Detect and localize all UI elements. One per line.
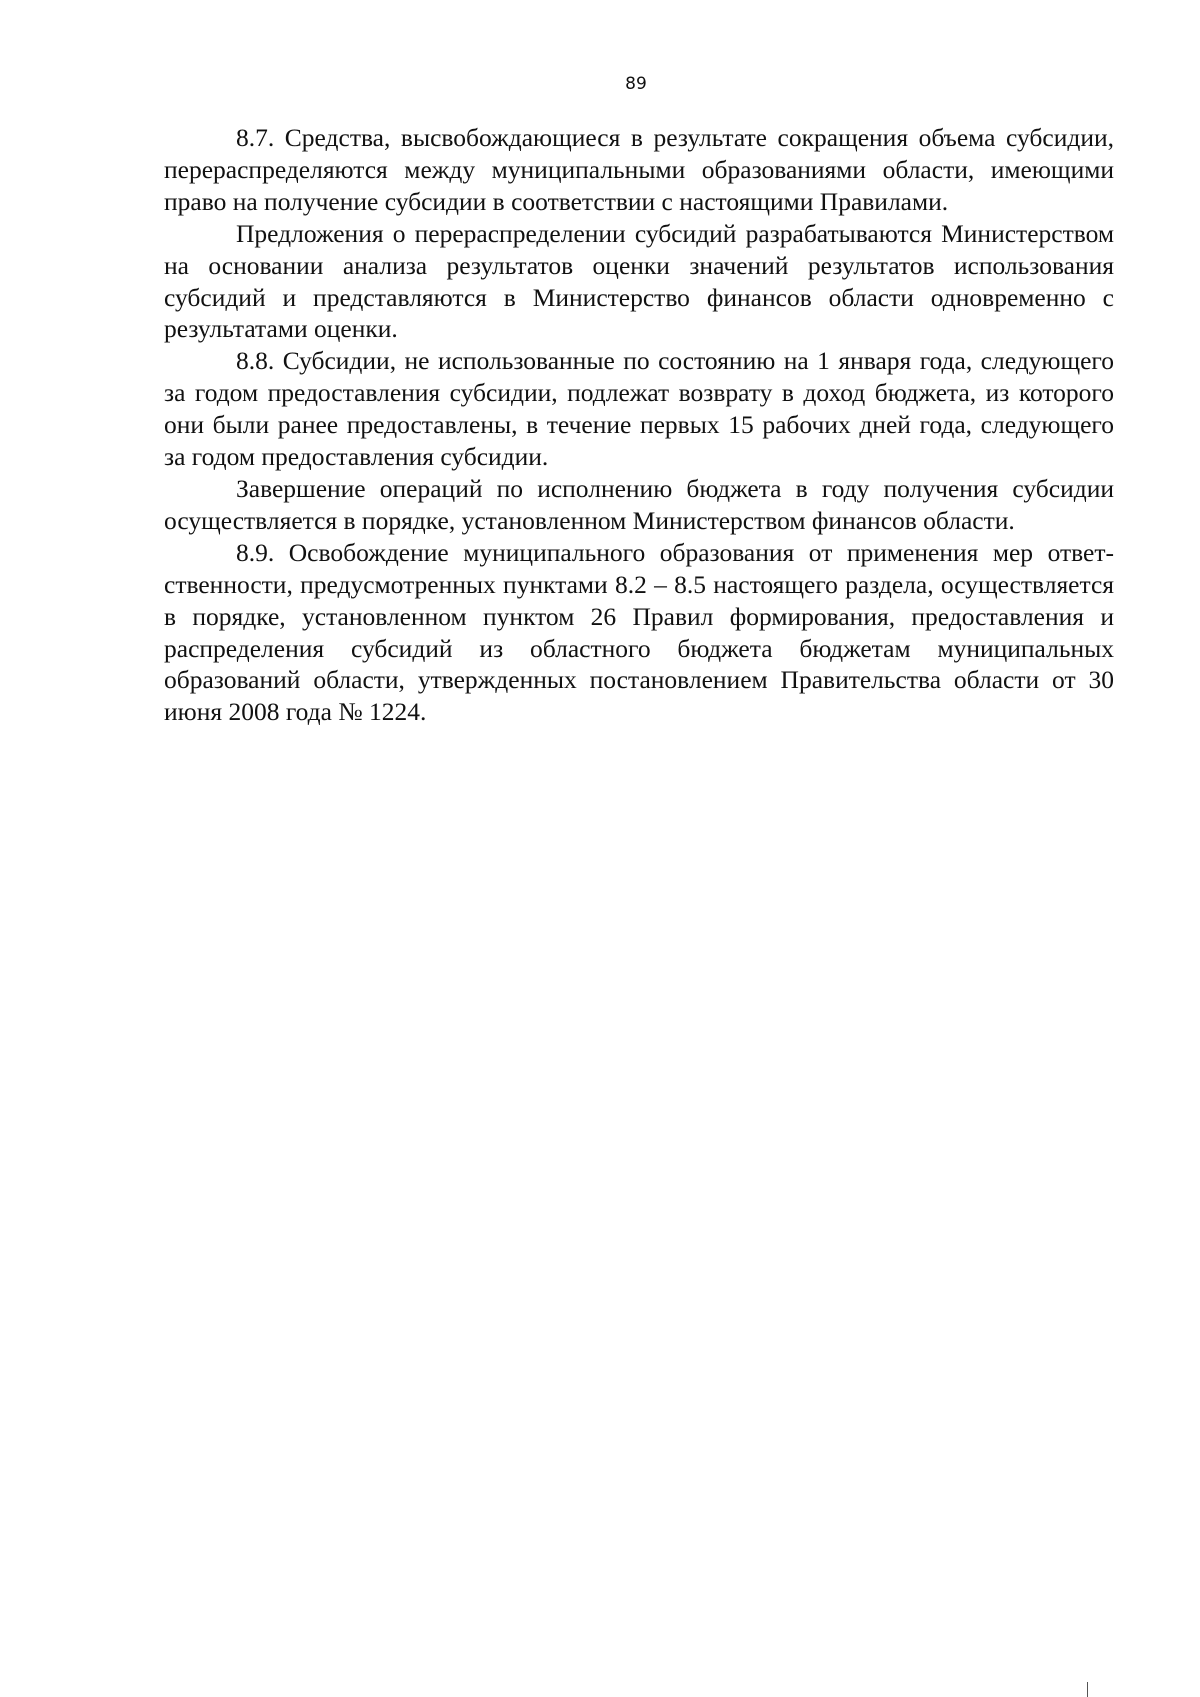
paragraph-budget-completion: Завершение операций по исполнению бюджета в году получения субсидии осуществляется в порядке, установленном Министерством финансов области.	[164, 473, 1114, 535]
page-number: 89	[625, 74, 647, 94]
paragraph-redistribution-proposals: Предложения о перераспределении субсидий разрабатываются Министерством на основании анализа результатов оценки значений результатов использования субсидий и представляются в Министерство финансов области одновременно с результатами оценки.	[164, 218, 1114, 344]
paragraph-8-9: 8.9. Освобождение муниципального образования от применения мер ответственности, предусмотренных пунктами 8.2 – 8.5 настоящего раздела, осуществляется в порядке, установленном пунктом 26 Правил формирования, предоставления и распределения субсидий из областного бюджета бюджетам муниципальных образований области, утвержденных постановлением Правительства области от 30 июня 2008 года № 1224.	[164, 537, 1114, 727]
paragraph-8-8: 8.8. Субсидии, не использованные по состоянию на 1 января года, следующего за годом предоставления субсидии, подлежат возврату в доход бюджета, из которого они были ранее предоставлены, в течение первых 15 рабочих дней года, следующего за годом предоставления субсидии.	[164, 346, 1114, 472]
paragraph-8-7: 8.7. Средства, высвобождающиеся в результате сокращения объема субсидии, перераспределяются между муниципальными образованиями области, имеющими право на получение субсидии в соответствии с настоящими Правилами.	[164, 123, 1114, 216]
scan-artifact-mark	[1087, 1682, 1088, 1697]
document-body	[164, 122, 1114, 728]
